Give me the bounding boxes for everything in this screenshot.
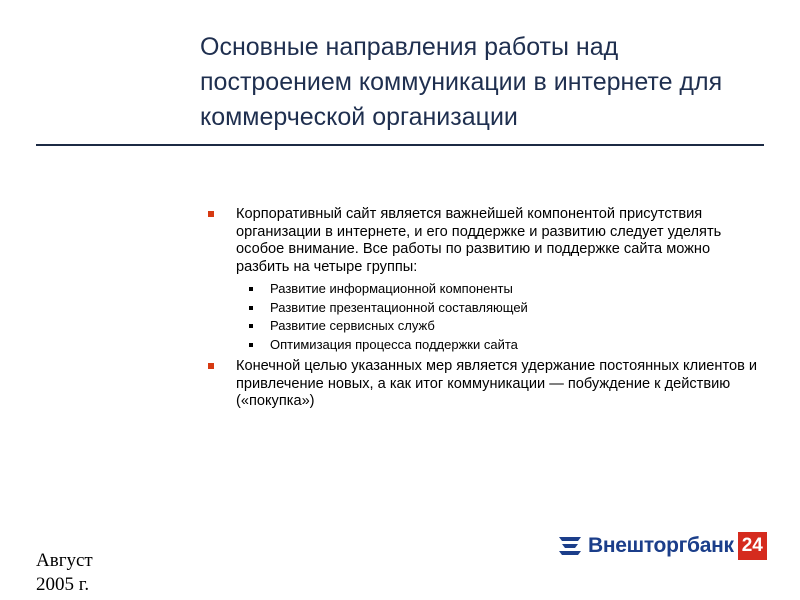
title-line-3: коммерческой организации xyxy=(200,103,518,131)
sub-bullet-text: Оптимизация процесса поддержки сайта xyxy=(270,336,518,352)
sub-bullet-text: Развитие информационной компоненты xyxy=(270,281,513,296)
vtb-wave-icon xyxy=(556,533,586,559)
title-line-1: Основные направления работы над xyxy=(200,33,619,61)
small-square-bullet-icon xyxy=(249,306,253,310)
bank-logo xyxy=(556,532,767,560)
sub-bullet-list xyxy=(236,280,766,354)
small-square-bullet-icon xyxy=(249,343,253,347)
sub-bullet-item xyxy=(236,336,766,355)
logo-badge: 24 xyxy=(738,532,767,560)
bullet-text: Корпоративный сайт является важнейшей компонентой присутствия организации в интернете, и его поддержке и развитию следует уделять особое внимание. Все работы по развитию и поддержке сайта можно разбить на четыре группы: xyxy=(236,206,722,275)
sub-bullet-text: Развитие сервисных служб xyxy=(270,318,435,333)
footer-date xyxy=(36,549,93,597)
bullet-text: Конечной целью указанных мер является удержание постоянных клиентов и привлечение новых, а как итог коммуникации — побуждение к действию («покупка») xyxy=(236,358,758,409)
footer-month: Август xyxy=(36,550,93,571)
footer-year: 2005 г. xyxy=(36,574,90,595)
square-bullet-icon xyxy=(208,363,214,369)
sub-bullet-item xyxy=(236,317,766,336)
bullet-item xyxy=(206,206,766,354)
sub-bullet-text: Развитие презентационной составляющей xyxy=(270,299,528,315)
small-square-bullet-icon xyxy=(249,324,253,328)
slide-content xyxy=(206,206,766,415)
square-bullet-icon xyxy=(208,211,214,217)
bullet-list xyxy=(206,206,766,411)
logo-text: Внешторгбанк xyxy=(588,534,734,557)
title-line-2: построением коммуникации в интернете для xyxy=(200,68,723,96)
small-square-bullet-icon xyxy=(249,287,253,291)
sub-bullet-item xyxy=(236,280,766,299)
title-divider xyxy=(36,144,764,146)
slide-title xyxy=(200,30,780,135)
sub-bullet-item xyxy=(236,299,766,318)
bullet-item xyxy=(206,358,766,411)
